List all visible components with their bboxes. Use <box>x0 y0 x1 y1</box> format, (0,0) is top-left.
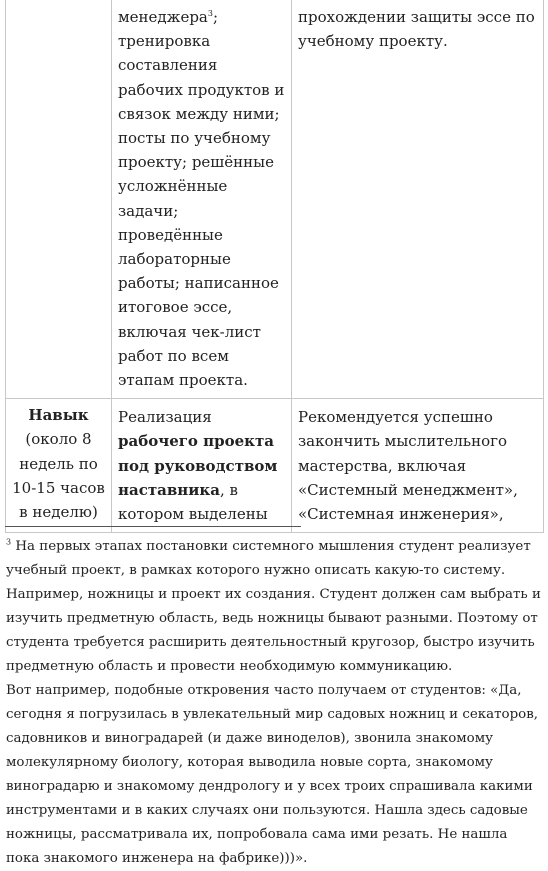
footnote-mark: 3 <box>6 537 12 547</box>
footnote-reference[interactable]: 3 <box>207 9 213 18</box>
footnote-text: На первых этапах постановки системного мышления студент реализует учебный проект, в рамках которого нужно описать какую-то систему. Например, ножницы и проект их создания. Студент должен сам выбрать и изучить предметную область, ведь ножницы бывают разными. Поэтому от студента требуется расширить деятельностный кругозор, быстро изучить предметную область и провести необходимую коммуникацию. <box>6 539 541 674</box>
table-cell-stage <box>6 0 112 399</box>
curriculum-table <box>5 0 544 533</box>
cell-text: ; тренировка составления рабочих продуктов и связок между ними; посты по учебному проекту; решённые усложнённые задачи; проведённые лабораторные работы; написанное итоговое эссе, включая чек-лист работ по всем этапам проекта. <box>118 8 285 390</box>
cell-text: Реализация <box>118 408 212 427</box>
footnote-paragraph: Вот например, подобные откровения часто получаем от студентов: «Да, сегодня я погрузилась в увлекательный мир садовых ножниц и секаторов, садовников и виноградарей (и даже виноделов), звонила знакомому молекулярному биологу, которая выводила новые сорта, знакомому виноградарю и знакомому дендрологу и у всех троих спрашивала какими инструментами и в каких случаях они пользуются. Нашла здесь садовые ножницы, рассматривала их, попробовала сама ими резать. Не нашла пока знакомого инженера на фабрике)))». <box>6 683 539 866</box>
cell-bold-text: рабочего проекта под руководством наставника <box>118 432 278 499</box>
footnote <box>6 535 544 871</box>
cell-text: Рекомендуется успешно закончить мыслительного мастерства, включая «Системный менеджмент», «Системная инженерия», <box>298 408 518 524</box>
cell-text: менеджера <box>118 8 208 26</box>
table-row <box>6 399 544 533</box>
table-cell-requirement <box>292 0 544 399</box>
footnote-paragraph <box>6 535 544 679</box>
table-cell-requirement <box>292 399 544 533</box>
table-row <box>6 0 544 399</box>
footnote-separator <box>5 526 301 527</box>
table-cell-content <box>112 399 292 533</box>
table-cell-stage <box>6 399 112 533</box>
table-cell-content <box>112 0 292 399</box>
cell-text: прохождении защиты эссе по учебному проекту. <box>298 8 535 51</box>
cell-text: , в котором выделены <box>118 480 268 524</box>
stage-duration: (около 8 недель по 10-15 часов в неделю) <box>12 430 105 522</box>
stage-title: Навык <box>28 406 89 425</box>
